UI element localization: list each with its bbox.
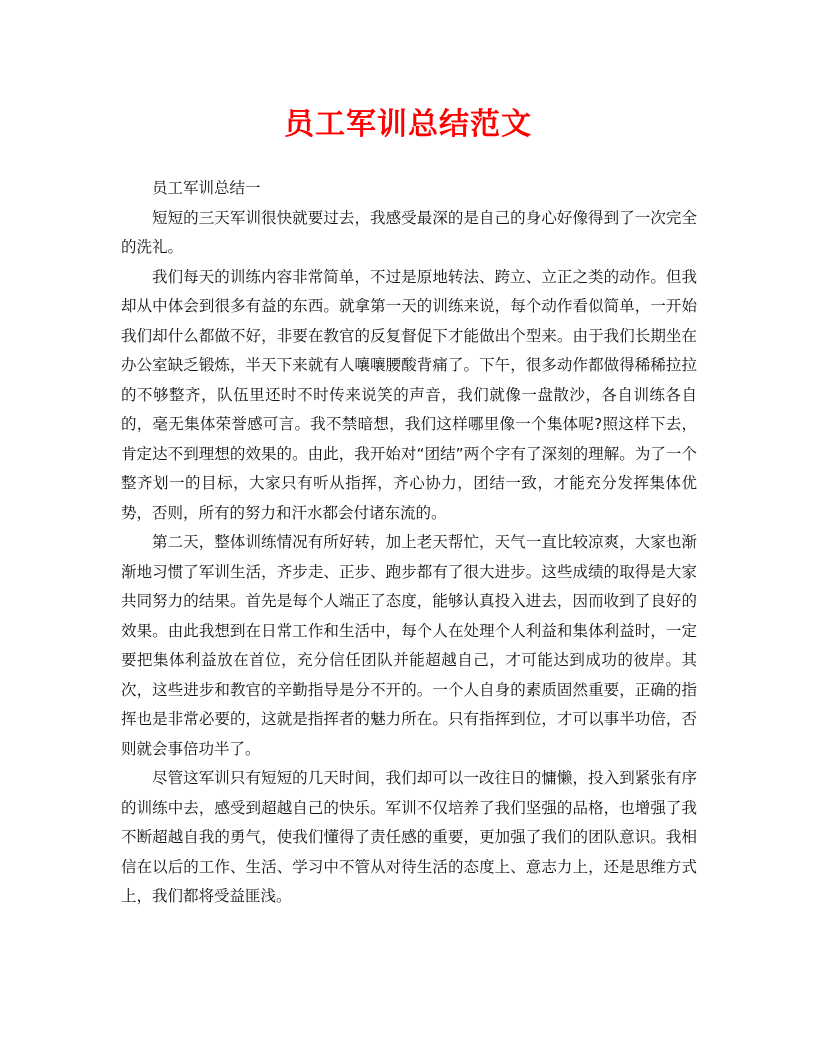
paragraph-4: 尽管这军训只有短短的几天时间，我们却可以一改往日的慵懒，投入到紧张有序的训练中去，感受到超越自己的快乐。军训不仅培养了我们坚强的品格，也增强了我不断超越自我的勇气，使我们懂得了责任感的重要，更加强了我们的团队意识。我相信在以后的工作、生活、学习中不管从对待生活的态度上、意志力上，还是思维方式上，我们都将受益匪浅。 [121,769,697,905]
subheading: 员工军训总结一 [152,179,261,197]
paragraph-1: 短短的三天军训很快就要过去，我感受最深的是自己的身心好像得到了一次完全的洗礼。 [121,208,697,256]
paragraph-2: 我们每天的训练内容非常简单，不过是原地转法、跨立、立正之类的动作。但我却从中体会到很多有益的东西。就拿第一天的训练来说，每个动作看似简单，一开始我们却什么都做不好，非要在教官的反复督促下才能做出个型来。由于我们长期坐在办公室缺乏锻炼，半天下来就有人嚷嚷腰酸背痛了。下午，很多动作都做得稀稀拉拉的不够整齐，队伍里还时不时传来说笑的声音，我们就像一盘散沙，各自训练各自的，毫无集体荣誉感可言。我不禁暗想，我们这样哪里像一个集体呢?照这样下去，肯定达不到理想的效果的。由此，我开始对“团结”两个字有了深刻的理解。为了一个整齐划一的目标，大家只有听从指挥，齐心协力，团结一致，才能充分发挥集体优势，否则，所有的努力和汗水都会付诸东流的。 [121,267,697,522]
document-title: 员工军训总结范文 [284,107,532,142]
document-body [121,174,697,912]
paragraph-3: 第二天，整体训练情况有所好转，加上老天帮忙，天气一直比较凉爽，大家也渐渐地习惯了军训生活，齐步走、正步、跑步都有了很大进步。这些成绩的取得是大家共同努力的结果。首先是每个人端正了态度，能够认真投入进去，因而收到了良好的效果。由此我想到在日常工作和生活中，每个人在处理个人利益和集体利益时，一定要把集体利益放在首位，充分信任团队并能超越自己，才可能达到成功的彼岸。其次，这些进步和教官的辛勤指导是分不开的。一个人自身的素质固然重要，正确的指挥也是非常必要的，这就是指挥者的魅力所在。只有指挥到位，才可以事半功倍，否则就会事倍功半了。 [121,533,697,758]
